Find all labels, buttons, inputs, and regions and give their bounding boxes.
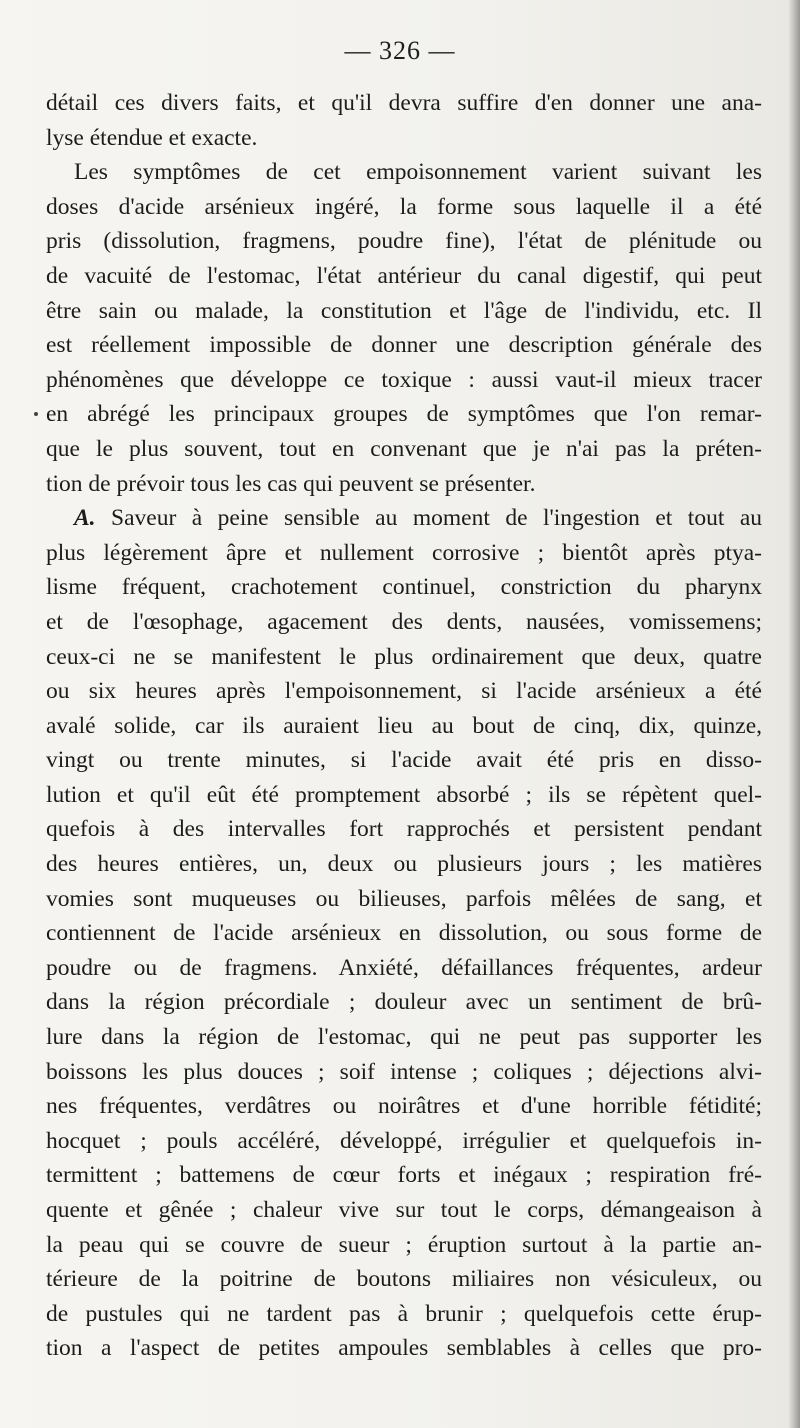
text-line: en abrégé les principaux groupes de symptômes que l'on remar- [46, 401, 762, 428]
page-edge-shadow [788, 0, 800, 1428]
section-first-line: Saveur à peine sensible au moment de l'ingestion et tout au [111, 505, 762, 532]
text-line: vingt ou trente minutes, si l'acide avait été pris en disso- [46, 747, 762, 774]
text-line: térieure de la poitrine de boutons miliaires non vésiculeux, ou [46, 1266, 762, 1293]
text-line: quente et gênée ; chaleur vive sur tout le corps, démangeaison à [46, 1197, 762, 1223]
text-line: plus légèrement âpre et nullement corrosive ; bientôt après ptya- [46, 539, 762, 566]
text-line: quefois à des intervalles fort rapprochés et persistent pendant [46, 816, 762, 843]
text-line: lisme fréquent, crachotement continuel, constriction du pharynx [46, 574, 762, 601]
text-line: des heures entières, un, deux ou plusieurs jours ; les matières [46, 851, 762, 878]
text-line: termittent ; battemens de cœur forts et inégaux ; respiration fré- [46, 1162, 762, 1189]
text-line: doses d'acide arsénieux ingéré, la forme sous laquelle il a été [46, 193, 762, 220]
text-line: la peau qui se couvre de sueur ; éruption surtout à la partie an- [46, 1231, 762, 1258]
text-line: ceux-ci ne se manifestent le plus ordinairement que deux, quatre [46, 643, 762, 670]
body-text [46, 86, 762, 1366]
text-line: lure dans la région de l'estomac, qui ne peut pas supporter les [46, 1024, 762, 1051]
text-line: hocquet ; pouls accéléré, développé, irrégulier et quelquefois in- [46, 1127, 762, 1154]
text-line: et de l'œsophage, agacement des dents, nausées, vomissemens; [46, 608, 762, 635]
text-line: est réellement impossible de donner une description générale des [46, 332, 762, 359]
text-line: pris (dissolution, fragmens, poudre fine), l'état de plénitude ou [46, 228, 762, 255]
text-line: lyse étendue et exacte. [46, 124, 258, 151]
text-line: que le plus souvent, tout en convenant que je n'ai pas la préten- [46, 435, 762, 462]
text-line: ou six heures après l'empoisonnement, si l'acide arsénieux a été [46, 678, 762, 705]
text-line: vomies sont muqueuses ou bilieuses, parfois mêlées de sang, et [46, 885, 762, 912]
text-line: avalé solide, car ils auraient lieu au bout de cinq, dix, quinze, [46, 712, 762, 739]
text-line: dans la région précordiale ; douleur avec un sentiment de brû- [46, 989, 762, 1016]
text-line: lution et qu'il eût été promptement absorbé ; ils se répètent quel- [46, 781, 762, 808]
page-number: — 326 — [344, 36, 456, 65]
text-line: nes fréquentes, verdâtres ou noirâtres et d'une horrible fétidité; [46, 1093, 762, 1120]
margin-mark [34, 412, 38, 416]
text-line: Les symptômes de cet empoisonnement varient suivant les [74, 159, 762, 186]
text-line: détail ces divers faits, et qu'il devra suffire d'en donner une ana- [46, 90, 762, 116]
text-line [46, 501, 762, 536]
text-line: tion de prévoir tous les cas qui peuvent se présenter. [46, 470, 536, 497]
text-line: de pustules qui ne tardent pas à brunir ; quelquefois cette érup- [46, 1300, 762, 1327]
text-line: tion a l'aspect de petites ampoules semblables à celles que pro- [46, 1335, 762, 1362]
text-line: phénomènes que développe ce toxique : aussi vaut-il mieux tracer [46, 366, 762, 393]
section-marker: A. [74, 505, 96, 532]
text-line: poudre ou de fragmens. Anxiété, défaillances fréquentes, ardeur [46, 954, 762, 981]
text-line: de vacuité de l'estomac, l'état antérieur du canal digestif, qui peut [46, 262, 762, 289]
text-line: boissons les plus douces ; soif intense ; coliques ; déjections alvi- [46, 1058, 762, 1085]
text-line: contiennent de l'acide arsénieux en dissolution, ou sous forme de [46, 920, 762, 947]
text-line: être sain ou malade, la constitution et l'âge de l'individu, etc. Il [46, 297, 762, 324]
